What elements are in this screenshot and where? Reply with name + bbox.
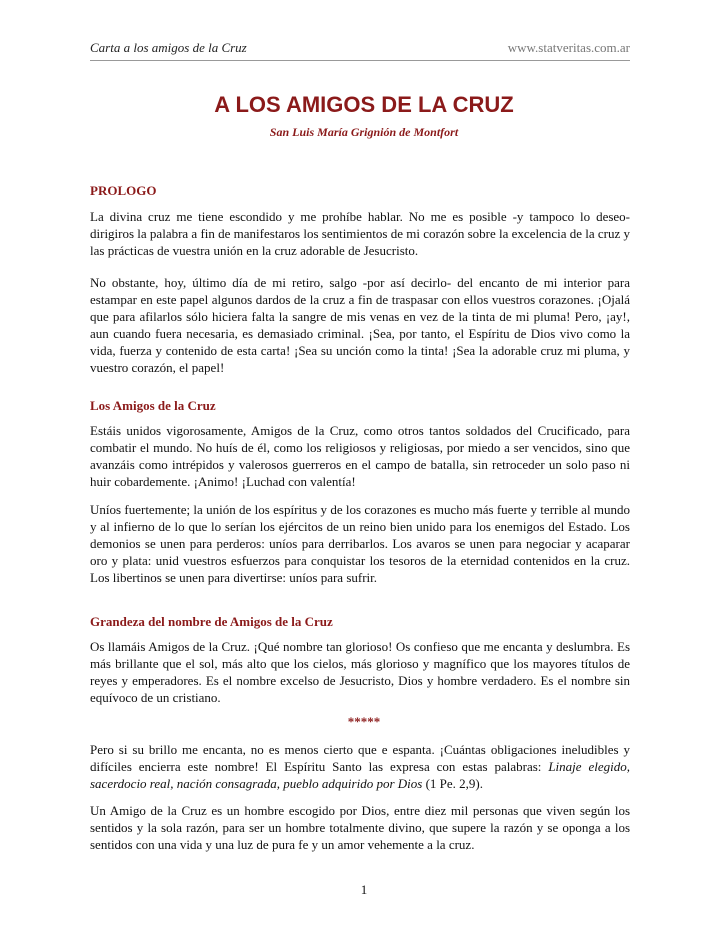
scripture-reference: (1 Pe. 2,9). xyxy=(422,776,483,791)
section-heading-prologo: PROLOGO xyxy=(90,183,157,198)
prologo-paragraph-1: La divina cruz me tiene escondido y me prohíbe hablar. No me es posible -y tampoco lo deseo- dirigiros la palabra a fin de manifestaros los sentimientos de mi corazón sobre la excelencia de la cruz y las prácticas de vuestra unión en la cruz adorable de Jesucristo. xyxy=(90,209,631,258)
grandeza-paragraph-2 xyxy=(90,741,630,792)
prologo-paragraph-2: No obstante, hoy, último día de mi retiro, salgo -por así decirlo- del encanto de mi interior para estampar en este papel algunos dardos de la cruz a fin de traspasar con ellos vuestros corazones. ¡Ojalá que para afilarlos sólo hiciera falta la sangre de mis venas en vez de la tinta de mi pluma! Pero, ¡ay!, aun cuando fuera necesaria, es demasiado criminal. ¡Sea, por tanto, el Espíritu de Dios vivo como la vida, fuerza y contenido de esta carta! ¡Sea su unción como la tinta! ¡Sea la adorable cruz mi pluma, y vuestro corazón, el papel! xyxy=(90,275,630,375)
amigos-paragraph-1: Estáis unidos vigorosamente, Amigos de la Cruz, como otros tantos soldados del Crucificado, para combatir el mundo. No huís de él, como los religiosos y religiosas, por miedo a ser vencidos, sino que avanzáis como intrépidos y valerosos guerreros en el campo de batalla, sin retroceder un solo paso ni huir cobardemente. ¡Animo! ¡Luchad con valentía! xyxy=(90,423,630,489)
document-author: San Luis María Grignión de Montfort xyxy=(269,125,459,139)
grandeza-paragraph-3: Un Amigo de la Cruz es un hombre escogido por Dios, entre diez mil personas que viven según los sentidos y la sola razón, para ser un hombre totalmente divino, que supere la razón y se oponga a los sentidos con una vida y una luz de pura fe y un amor vehemente a la cruz. xyxy=(90,803,630,852)
page-number: 1 xyxy=(360,882,368,897)
section-heading-amigos: Los Amigos de la Cruz xyxy=(90,398,216,413)
document-title: A LOS AMIGOS DE LA CRUZ xyxy=(214,92,514,117)
header-url: www.statveritas.com.ar xyxy=(507,40,630,55)
amigos-paragraph-2: Uníos fuertemente; la unión de los espíritus y de los corazones es mucho más fuerte y terrible al mundo y al infierno de lo que lo serían los ejércitos de un reino bien unido para los enemigos del Estado. Los demonios se unen para perderos: uníos para derribarlos. Los avaros se unen para negociar y acaparar oro y plata: unid vuestros esfuerzos para conquistar los tesoros de la eternidad contenidos en la cruz. Los libertinos se unen para divertirse: uníos para sufrir. xyxy=(90,502,630,585)
header-rule xyxy=(90,60,630,61)
header-title: Carta a los amigos de la Cruz xyxy=(90,40,247,55)
page-header xyxy=(90,40,630,56)
scripture-quote: Linaje elegido, sacerdocio real, nación consagrada, pueblo adquirido por Dios xyxy=(90,759,630,791)
section-heading-grandeza: Grandeza del nombre de Amigos de la Cruz xyxy=(90,614,333,629)
section-separator: ***** xyxy=(347,714,381,729)
grandeza-paragraph-1: Os llamáis Amigos de la Cruz. ¡Qué nombre tan glorioso! Os confieso que me encanta y deslumbra. Es más brillante que el sol, más alto que los cielos, más glorioso y magnífico que los mayores títulos de reyes y emperadores. Es el nombre excelso de Jesucristo, Dios y hombre verdadero. Es el nombre sin equívoco de un cristiano. xyxy=(90,639,630,705)
paragraph-text: Pero si su brillo me encanta, no es menos cierto que e espanta. ¡Cuántas obligaciones ineludibles y difíciles encierra este nombre! El Espíritu Santo las expresa con estas palabras: xyxy=(90,742,630,774)
